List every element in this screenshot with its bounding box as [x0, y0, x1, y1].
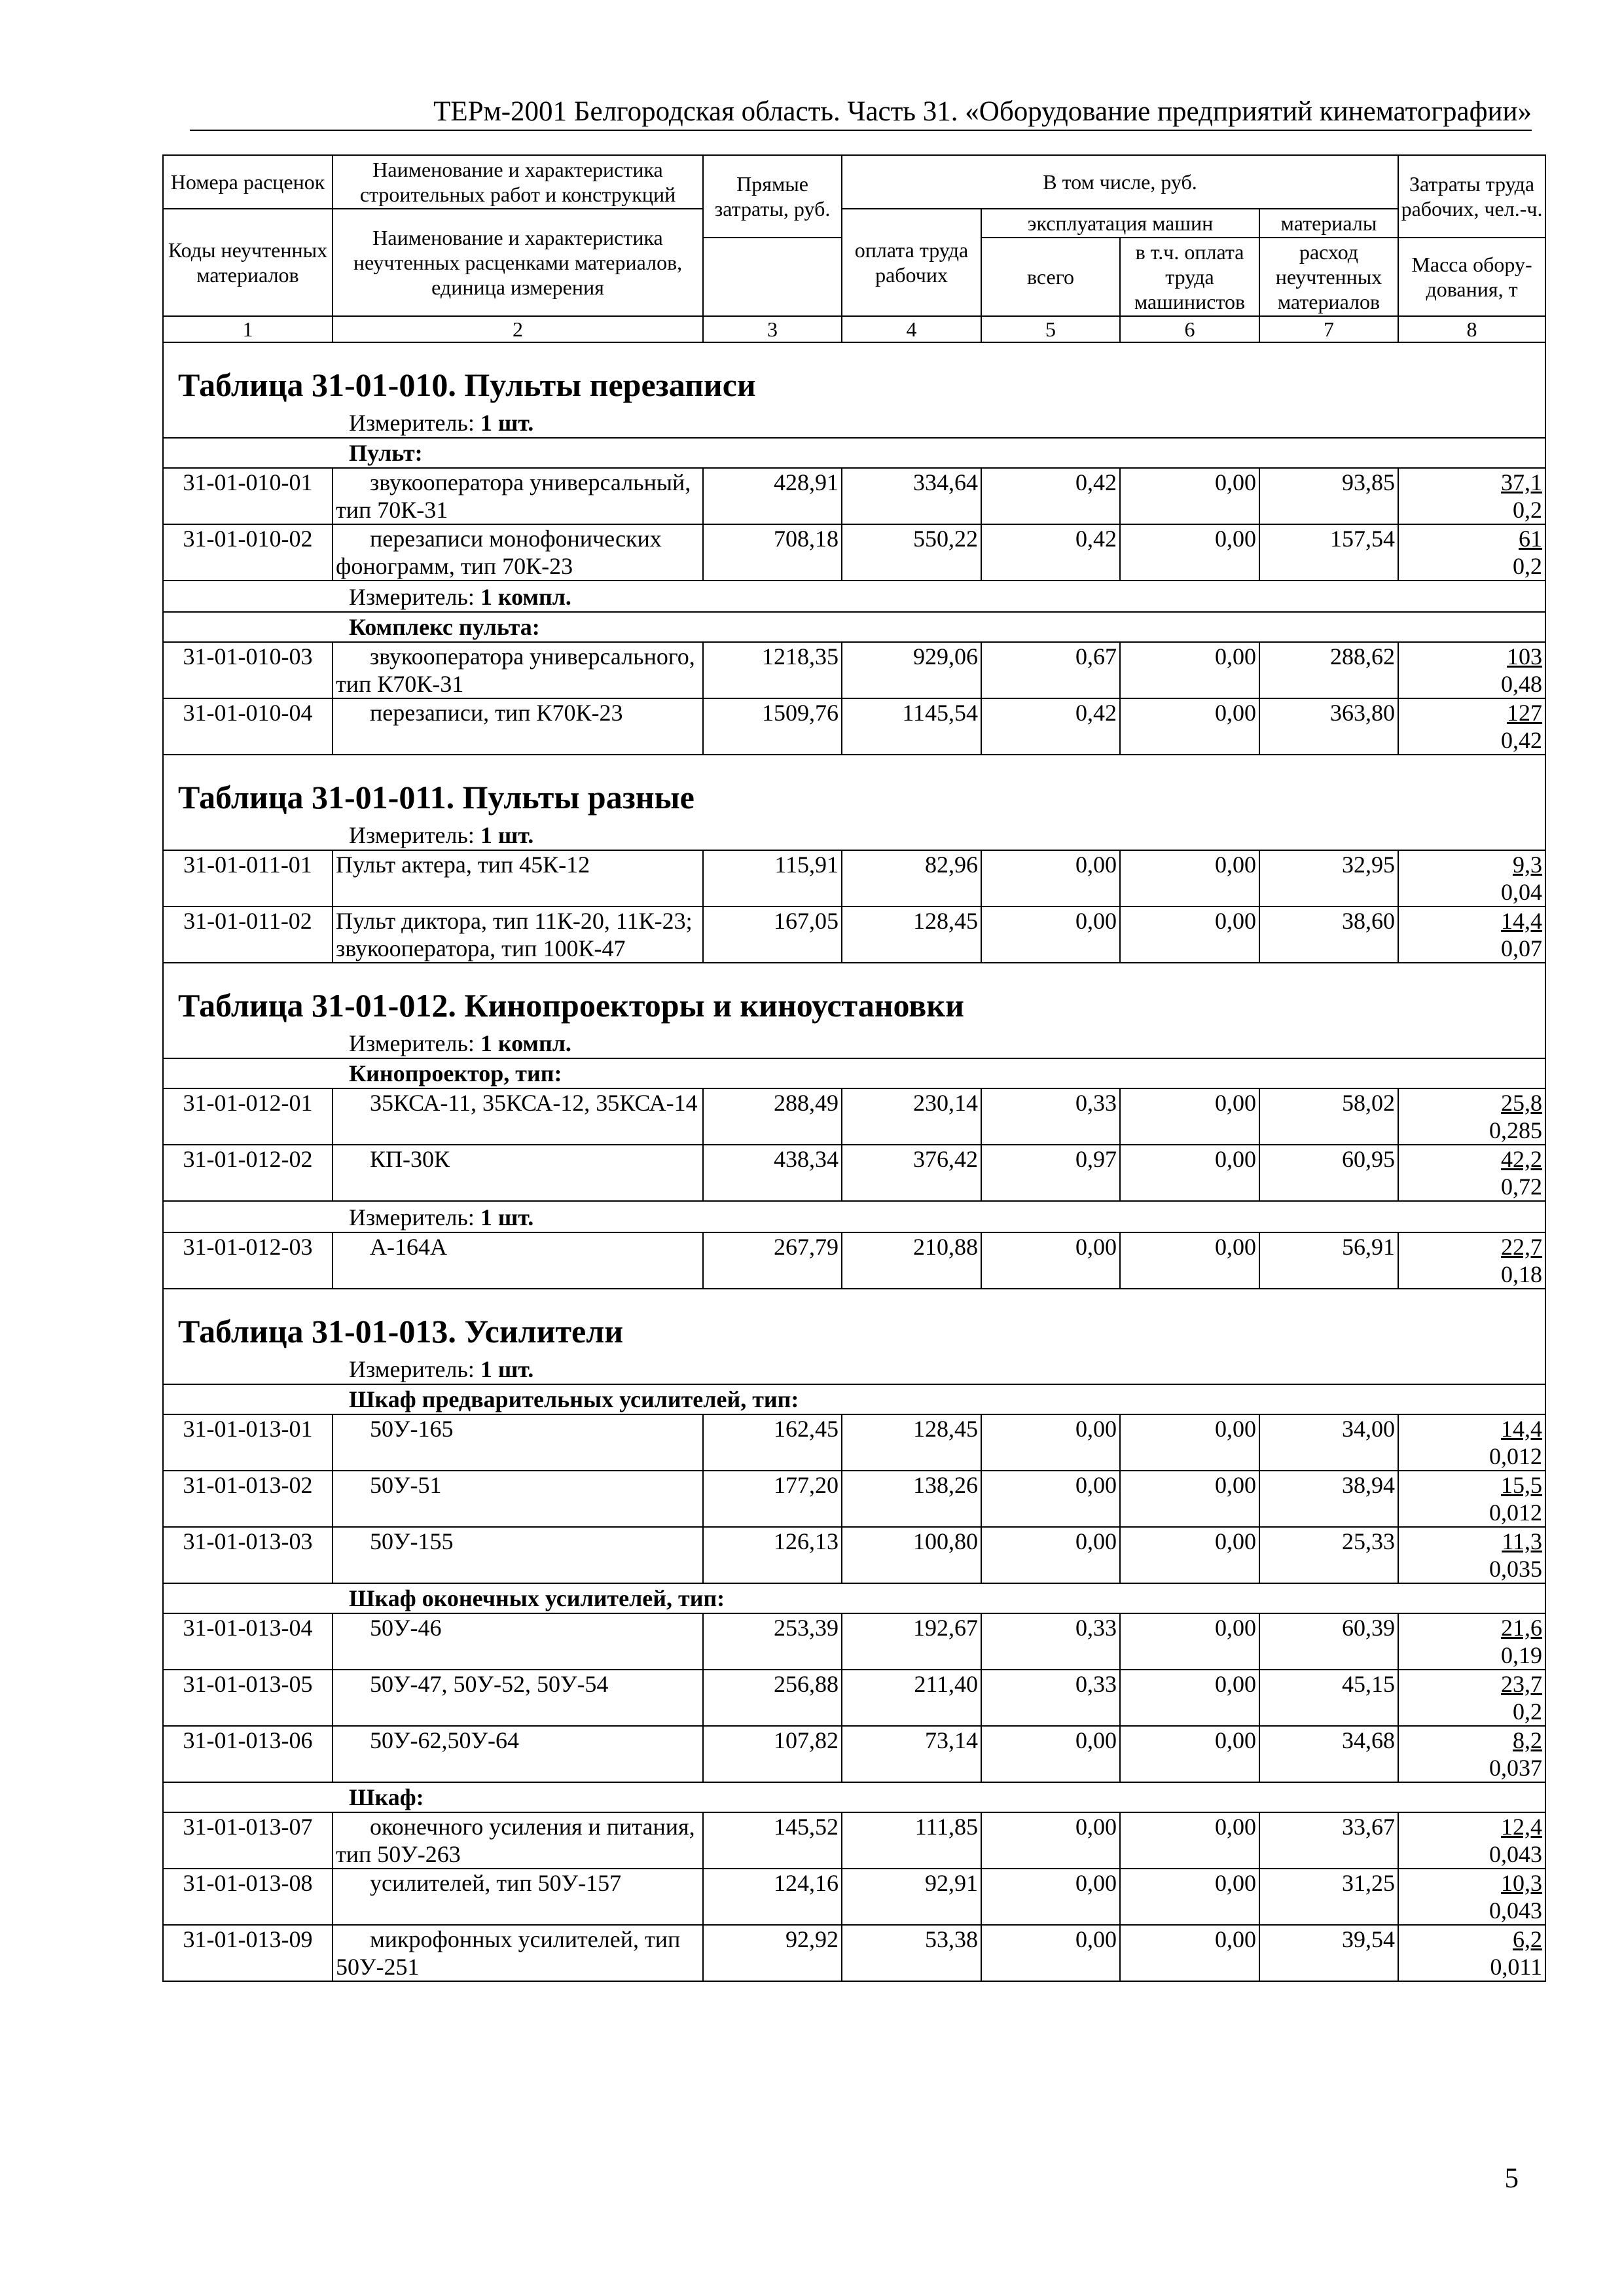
work-name-cell	[333, 642, 703, 698]
operator-wages: 0,00	[1120, 850, 1259, 906]
materials-cost: 33,67	[1259, 1812, 1398, 1869]
table-row	[163, 1925, 1545, 1981]
operator-wages: 0,00	[1120, 698, 1259, 755]
labor-hours: 37,1	[1501, 469, 1543, 495]
table-row	[163, 906, 1545, 963]
measure-row	[163, 819, 1545, 850]
worker-wages: 128,45	[842, 1414, 981, 1471]
machines-header: эксплуатация машин	[981, 209, 1259, 238]
direct-cost: 115,91	[703, 850, 842, 906]
work-name: 50У-155	[370, 1528, 454, 1554]
equipment-mass: 0,48	[1501, 671, 1543, 697]
worker-wages: 82,96	[842, 850, 981, 906]
labor-mass-cell	[1398, 1812, 1545, 1869]
col3-header-bottom	[703, 238, 842, 316]
work-name-cell	[333, 468, 703, 524]
work-name-cell	[333, 1726, 703, 1782]
col8-header-bottom: Масса обору-дования, т	[1398, 238, 1545, 316]
work-name-cell	[333, 1613, 703, 1670]
labor-hours: 14,4	[1501, 1416, 1543, 1442]
group-heading: Кинопроектор, тип:	[163, 1058, 1545, 1088]
direct-cost: 162,45	[703, 1414, 842, 1471]
machine-cost: 0,00	[981, 1726, 1120, 1782]
equipment-mass: 0,07	[1501, 935, 1543, 961]
col7-header: расход неучтенных материалов	[1259, 238, 1398, 316]
labor-hours: 12,4	[1501, 1814, 1543, 1840]
work-name: усилителей, тип 50У-157	[370, 1870, 622, 1896]
operator-wages: 0,00	[1120, 642, 1259, 698]
group-row	[163, 1583, 1545, 1613]
labor-mass-cell	[1398, 1613, 1545, 1670]
direct-cost: 126,13	[703, 1527, 842, 1583]
equipment-mass: 0,012	[1489, 1443, 1543, 1469]
rate-code: 31-01-013-08	[163, 1869, 333, 1925]
column-number: 7	[1259, 316, 1398, 342]
work-name: 50У-47, 50У-52, 50У-54	[370, 1671, 609, 1697]
work-name: 50У-46	[370, 1615, 442, 1641]
equipment-mass: 0,043	[1489, 1841, 1543, 1867]
work-name-cell	[333, 1869, 703, 1925]
labor-mass-cell	[1398, 698, 1545, 755]
table-title-text: Таблица 31-01-013. Усилители	[163, 1308, 1545, 1354]
rate-code: 31-01-011-02	[163, 906, 333, 963]
measure-text	[163, 407, 1545, 438]
column-number: 4	[842, 316, 981, 342]
work-name: 35КСА-11, 35КСА-12, 35КСА-14	[370, 1090, 698, 1116]
operator-wages: 0,00	[1120, 1869, 1259, 1925]
machine-cost: 0,33	[981, 1088, 1120, 1145]
group-heading: Комплекс пульта:	[163, 612, 1545, 642]
table-row	[163, 1145, 1545, 1201]
labor-hours: 8,2	[1513, 1727, 1543, 1753]
materials-cost: 31,25	[1259, 1869, 1398, 1925]
work-name-cell	[333, 1088, 703, 1145]
direct-cost: 92,92	[703, 1925, 842, 1981]
materials-cost: 34,00	[1259, 1414, 1398, 1471]
table-row	[163, 1471, 1545, 1527]
equipment-mass: 0,285	[1489, 1117, 1543, 1143]
worker-wages: 550,22	[842, 524, 981, 581]
equipment-mass: 0,04	[1501, 879, 1543, 905]
table-row	[163, 1613, 1545, 1670]
col6-header: в т.ч. оплата труда машинистов	[1120, 238, 1259, 316]
labor-mass-cell	[1398, 524, 1545, 581]
operator-wages: 0,00	[1120, 1670, 1259, 1726]
page-number: 5	[1504, 2163, 1519, 2194]
table-title	[163, 1308, 1545, 1354]
measure-unit: 1 компл.	[480, 1030, 571, 1056]
worker-wages: 100,80	[842, 1527, 981, 1583]
labor-hours: 11,3	[1502, 1528, 1543, 1554]
table-row	[163, 1088, 1545, 1145]
work-name-cell	[333, 524, 703, 581]
group-row	[163, 1384, 1545, 1414]
direct-cost: 124,16	[703, 1869, 842, 1925]
column-number: 8	[1398, 316, 1545, 342]
rate-code: 31-01-012-02	[163, 1145, 333, 1201]
worker-wages: 230,14	[842, 1088, 981, 1145]
machine-cost: 0,00	[981, 1471, 1120, 1527]
work-name: КП-30К	[370, 1146, 450, 1172]
machine-cost: 0,42	[981, 524, 1120, 581]
price-table	[162, 154, 1546, 1982]
materials-cost: 38,94	[1259, 1471, 1398, 1527]
machine-cost: 0,00	[981, 1812, 1120, 1869]
work-name-cell	[333, 1925, 703, 1981]
labor-mass-cell	[1398, 1726, 1545, 1782]
table-row	[163, 642, 1545, 698]
work-name: А-164А	[370, 1234, 447, 1260]
rate-code: 31-01-010-03	[163, 642, 333, 698]
materials-cost: 93,85	[1259, 468, 1398, 524]
column-number: 1	[163, 316, 333, 342]
equipment-mass: 0,2	[1513, 553, 1543, 579]
work-name: Пульт диктора, тип 11К-20, 11К-23; звукооператора, тип 100К-47	[336, 908, 693, 961]
rate-code: 31-01-013-03	[163, 1527, 333, 1583]
table-row	[163, 1869, 1545, 1925]
labor-hours: 9,3	[1513, 852, 1543, 878]
direct-cost: 107,82	[703, 1726, 842, 1782]
direct-cost: 428,91	[703, 468, 842, 524]
header-rule	[190, 130, 1532, 131]
group-row	[163, 1782, 1545, 1812]
work-name: микрофонных усилителей, тип 50У-251	[336, 1926, 681, 1980]
materials-cost: 288,62	[1259, 642, 1398, 698]
measure-unit: 1 шт.	[480, 1204, 534, 1230]
labor-mass-cell	[1398, 1869, 1545, 1925]
machine-cost: 0,00	[981, 1925, 1120, 1981]
machine-cost: 0,00	[981, 1869, 1120, 1925]
table-title	[163, 982, 1545, 1028]
machine-cost: 0,97	[981, 1145, 1120, 1201]
group-row	[163, 438, 1545, 468]
col4-header: оплата труда рабочих	[842, 209, 981, 316]
operator-wages: 0,00	[1120, 1232, 1259, 1289]
operator-wages: 0,00	[1120, 906, 1259, 963]
operator-wages: 0,00	[1120, 1925, 1259, 1981]
worker-wages: 334,64	[842, 468, 981, 524]
machine-cost: 0,67	[981, 642, 1120, 698]
worker-wages: 92,91	[842, 1869, 981, 1925]
col1-header-bottom: Коды неучтенных материалов	[163, 209, 333, 316]
table-row	[163, 1726, 1545, 1782]
direct-cost: 288,49	[703, 1088, 842, 1145]
table-row	[163, 698, 1545, 755]
work-name: звукооператора универсальный, тип 70К-31	[336, 469, 691, 523]
equipment-mass: 0,72	[1501, 1174, 1543, 1200]
direct-cost: 438,34	[703, 1145, 842, 1201]
col8-header-top: Затраты труда рабочих, чел.-ч.	[1398, 155, 1545, 238]
labor-hours: 21,6	[1501, 1615, 1543, 1641]
col2-header-bottom: Наименование и характеристика неучтенных расценками материалов, единица измерения	[333, 209, 703, 316]
table-body	[163, 342, 1545, 1981]
rate-code: 31-01-013-09	[163, 1925, 333, 1981]
work-name-cell	[333, 698, 703, 755]
work-name-cell	[333, 1414, 703, 1471]
labor-hours: 22,7	[1501, 1234, 1543, 1260]
rate-code: 31-01-010-04	[163, 698, 333, 755]
labor-mass-cell	[1398, 1088, 1545, 1145]
worker-wages: 929,06	[842, 642, 981, 698]
materials-cost: 363,80	[1259, 698, 1398, 755]
measure-label: Измеритель:	[349, 410, 480, 436]
worker-wages: 53,38	[842, 1925, 981, 1981]
worker-wages: 210,88	[842, 1232, 981, 1289]
work-name: перезаписи монофонических фонограмм, тип 70К-23	[336, 526, 662, 579]
materials-cost: 45,15	[1259, 1670, 1398, 1726]
labor-hours: 15,5	[1501, 1472, 1543, 1498]
labor-mass-cell	[1398, 1232, 1545, 1289]
col2-header-top: Наименование и характеристика строительных работ и конструкций	[333, 155, 703, 209]
equipment-mass: 0,18	[1501, 1261, 1543, 1287]
group-heading: Шкаф:	[163, 1782, 1545, 1812]
worker-wages: 138,26	[842, 1471, 981, 1527]
column-number: 5	[981, 316, 1120, 342]
machine-cost: 0,00	[981, 1232, 1120, 1289]
operator-wages: 0,00	[1120, 1414, 1259, 1471]
col3-header: Прямые затраты, руб.	[703, 155, 842, 238]
rate-code: 31-01-010-01	[163, 468, 333, 524]
section-spacer	[163, 1289, 1545, 1308]
measure-unit: 1 компл.	[480, 584, 571, 610]
machine-cost: 0,33	[981, 1670, 1120, 1726]
direct-cost: 253,39	[703, 1613, 842, 1670]
operator-wages: 0,00	[1120, 468, 1259, 524]
work-name: оконечного усиления и питания, тип 50У-263	[336, 1814, 695, 1867]
work-name-cell	[333, 1145, 703, 1201]
labor-hours: 127	[1507, 700, 1543, 726]
measure-label: Измеритель:	[349, 1204, 480, 1230]
labor-mass-cell	[1398, 642, 1545, 698]
equipment-mass: 0,2	[1513, 1698, 1543, 1725]
measure-row	[163, 581, 1545, 612]
operator-wages: 0,00	[1120, 1527, 1259, 1583]
labor-mass-cell	[1398, 1527, 1545, 1583]
table-row	[163, 1670, 1545, 1726]
section-spacer	[163, 963, 1545, 982]
rate-code: 31-01-013-07	[163, 1812, 333, 1869]
table-title-text: Таблица 31-01-010. Пульты перезаписи	[163, 361, 1545, 407]
labor-mass-cell	[1398, 1145, 1545, 1201]
labor-mass-cell	[1398, 468, 1545, 524]
materials-cost: 60,39	[1259, 1613, 1398, 1670]
measure-text	[163, 1028, 1545, 1058]
direct-cost: 177,20	[703, 1471, 842, 1527]
labor-mass-cell	[1398, 906, 1545, 963]
table-row	[163, 468, 1545, 524]
rate-code: 31-01-013-06	[163, 1726, 333, 1782]
worker-wages: 1145,54	[842, 698, 981, 755]
rate-code: 31-01-013-02	[163, 1471, 333, 1527]
work-name: звукооператора универсального, тип К70К-31	[336, 643, 695, 697]
equipment-mass: 0,012	[1489, 1499, 1543, 1526]
materials-cost: 60,95	[1259, 1145, 1398, 1201]
labor-mass-cell	[1398, 1414, 1545, 1471]
materials-cost: 25,33	[1259, 1527, 1398, 1583]
table-row	[163, 1527, 1545, 1583]
labor-hours: 61	[1519, 526, 1543, 552]
measure-unit: 1 шт.	[480, 1356, 534, 1382]
materials-cost: 32,95	[1259, 850, 1398, 906]
work-name-cell	[333, 850, 703, 906]
table-title-text: Таблица 31-01-012. Кинопроекторы и киноустановки	[163, 982, 1545, 1028]
work-name: 50У-165	[370, 1416, 454, 1442]
machine-cost: 0,00	[981, 1527, 1120, 1583]
machine-cost: 0,42	[981, 698, 1120, 755]
running-header: ТЕРм-2001 Белгородская область. Часть 31. «Оборудование предприятий кинематографии»	[433, 96, 1532, 127]
section-spacer	[163, 755, 1545, 774]
direct-cost: 267,79	[703, 1232, 842, 1289]
measure-label: Измеритель:	[349, 584, 480, 610]
rate-code: 31-01-010-02	[163, 524, 333, 581]
table-row	[163, 850, 1545, 906]
equipment-mass: 0,037	[1489, 1755, 1543, 1781]
machine-cost: 0,42	[981, 468, 1120, 524]
measure-row	[163, 1028, 1545, 1058]
table-row	[163, 1414, 1545, 1471]
table-header	[163, 155, 1545, 342]
group-heading: Пульт:	[163, 438, 1545, 468]
table-row	[163, 1232, 1545, 1289]
worker-wages: 111,85	[842, 1812, 981, 1869]
work-name: 50У-51	[370, 1472, 442, 1498]
operator-wages: 0,00	[1120, 1812, 1259, 1869]
measure-text	[163, 581, 1545, 612]
operator-wages: 0,00	[1120, 1613, 1259, 1670]
group-heading: Шкаф предварительных усилителей, тип:	[163, 1384, 1545, 1414]
section-spacer	[163, 342, 1545, 361]
machine-cost: 0,00	[981, 850, 1120, 906]
machine-cost: 0,00	[981, 1414, 1120, 1471]
measure-unit: 1 шт.	[480, 410, 534, 436]
labor-hours: 14,4	[1501, 908, 1543, 934]
rate-code: 31-01-013-04	[163, 1613, 333, 1670]
worker-wages: 128,45	[842, 906, 981, 963]
labor-hours: 6,2	[1513, 1926, 1543, 1952]
table-title	[163, 361, 1545, 407]
work-name: перезаписи, тип К70К-23	[370, 700, 623, 726]
labor-mass-cell	[1398, 1471, 1545, 1527]
work-name-cell	[333, 1527, 703, 1583]
materials-cost: 38,60	[1259, 906, 1398, 963]
rate-code: 31-01-011-01	[163, 850, 333, 906]
worker-wages: 73,14	[842, 1726, 981, 1782]
materials-cost: 39,54	[1259, 1925, 1398, 1981]
labor-hours: 10,3	[1501, 1870, 1543, 1896]
rate-code: 31-01-012-03	[163, 1232, 333, 1289]
included-header: В том числе, руб.	[842, 155, 1398, 209]
group-row	[163, 612, 1545, 642]
worker-wages: 192,67	[842, 1613, 981, 1670]
direct-cost: 708,18	[703, 524, 842, 581]
materials-header: материалы	[1259, 209, 1398, 238]
labor-hours: 23,7	[1501, 1671, 1543, 1697]
equipment-mass: 0,42	[1501, 727, 1543, 753]
measure-label: Измеритель:	[349, 1356, 480, 1382]
machine-cost: 0,00	[981, 906, 1120, 963]
work-name-cell	[333, 1812, 703, 1869]
measure-row	[163, 407, 1545, 438]
measure-label: Измеритель:	[349, 822, 480, 848]
work-name-cell	[333, 1670, 703, 1726]
direct-cost: 1218,35	[703, 642, 842, 698]
work-name: Пульт актера, тип 45К-12	[336, 852, 590, 878]
measure-row	[163, 1354, 1545, 1384]
worker-wages: 376,42	[842, 1145, 981, 1201]
table-title-text: Таблица 31-01-011. Пульты разные	[163, 774, 1545, 819]
operator-wages: 0,00	[1120, 1726, 1259, 1782]
equipment-mass: 0,011	[1490, 1954, 1543, 1980]
labor-mass-cell	[1398, 850, 1545, 906]
direct-cost: 145,52	[703, 1812, 842, 1869]
labor-hours: 103	[1507, 643, 1543, 670]
materials-cost: 56,91	[1259, 1232, 1398, 1289]
rate-code: 31-01-012-01	[163, 1088, 333, 1145]
table-row	[163, 524, 1545, 581]
column-number: 6	[1120, 316, 1259, 342]
rate-code: 31-01-013-05	[163, 1670, 333, 1726]
equipment-mass: 0,2	[1513, 497, 1543, 523]
measure-text	[163, 819, 1545, 850]
col5-header: всего	[981, 238, 1120, 316]
column-number: 2	[333, 316, 703, 342]
work-name-cell	[333, 906, 703, 963]
labor-hours: 25,8	[1501, 1090, 1543, 1116]
col1-header-top: Номера расценок	[163, 155, 333, 209]
equipment-mass: 0,043	[1489, 1897, 1543, 1924]
table-row	[163, 1812, 1545, 1869]
measure-text	[163, 1201, 1545, 1232]
labor-mass-cell	[1398, 1670, 1545, 1726]
materials-cost: 58,02	[1259, 1088, 1398, 1145]
measure-label: Измеритель:	[349, 1030, 480, 1056]
measure-row	[163, 1201, 1545, 1232]
group-heading: Шкаф оконечных усилителей, тип:	[163, 1583, 1545, 1613]
direct-cost: 1509,76	[703, 698, 842, 755]
column-number: 3	[703, 316, 842, 342]
measure-unit: 1 шт.	[480, 822, 534, 848]
equipment-mass: 0,19	[1501, 1642, 1543, 1668]
work-name: 50У-62,50У-64	[370, 1727, 519, 1753]
direct-cost: 167,05	[703, 906, 842, 963]
table-title	[163, 774, 1545, 819]
work-name-cell	[333, 1232, 703, 1289]
direct-cost: 256,88	[703, 1670, 842, 1726]
rate-code: 31-01-013-01	[163, 1414, 333, 1471]
group-row	[163, 1058, 1545, 1088]
materials-cost: 157,54	[1259, 524, 1398, 581]
measure-text	[163, 1354, 1545, 1384]
labor-hours: 42,2	[1501, 1146, 1543, 1172]
labor-mass-cell	[1398, 1925, 1545, 1981]
work-name-cell	[333, 1471, 703, 1527]
operator-wages: 0,00	[1120, 1145, 1259, 1201]
worker-wages: 211,40	[842, 1670, 981, 1726]
machine-cost: 0,33	[981, 1613, 1120, 1670]
equipment-mass: 0,035	[1489, 1556, 1543, 1582]
column-numbers-row	[163, 316, 1545, 342]
operator-wages: 0,00	[1120, 1088, 1259, 1145]
materials-cost: 34,68	[1259, 1726, 1398, 1782]
operator-wages: 0,00	[1120, 524, 1259, 581]
operator-wages: 0,00	[1120, 1471, 1259, 1527]
